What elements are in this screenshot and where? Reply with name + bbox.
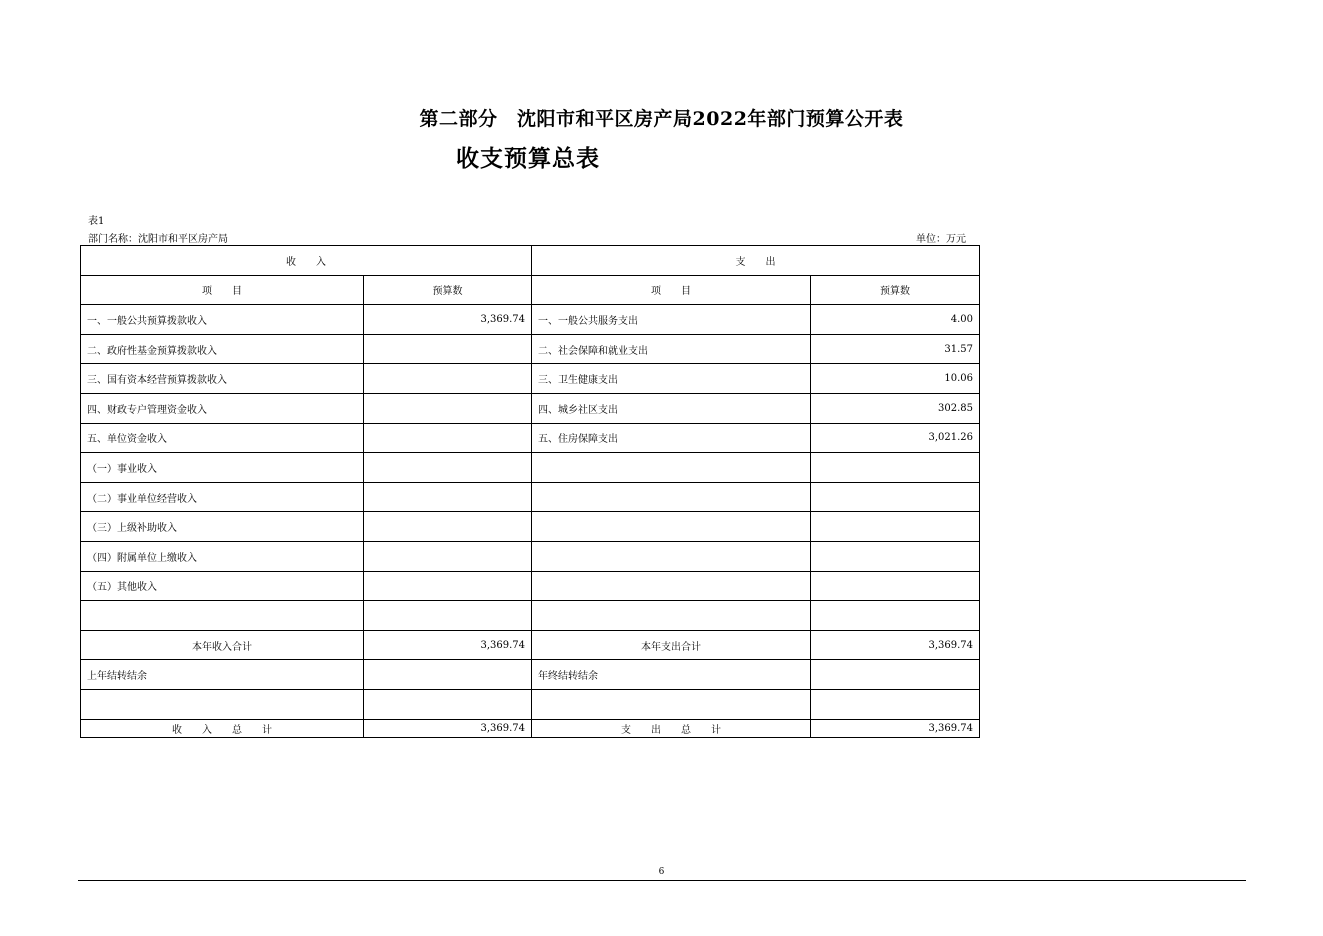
blank-row — [81, 689, 980, 719]
table-row — [81, 305, 980, 335]
income-carry-value — [364, 660, 532, 690]
expense-header: 支 出 — [532, 246, 980, 276]
department-name: 部门名称：沈阳市和平区房产局 — [88, 234, 228, 245]
income-item-cell: 三、国有资本经营预算拨款收入 — [81, 364, 364, 394]
income-value-cell — [364, 334, 532, 364]
income-item-cell: （五）其他收入 — [81, 571, 364, 601]
expense-value-cell: 10.06 — [811, 364, 980, 394]
expense-item-cell — [532, 482, 811, 512]
document-title: 第二部分 沈阳市和平区房产局2022年部门预算公开表 — [419, 108, 904, 130]
table-number: 表1 — [88, 216, 105, 227]
income-value-cell: 3,369.74 — [364, 305, 532, 335]
footer-divider — [78, 880, 1246, 881]
income-carry-label: 上年结转结余 — [81, 660, 364, 690]
grand-total-row — [81, 719, 980, 737]
table-row — [81, 482, 980, 512]
blank-cell — [364, 689, 532, 719]
income-item-cell: 一、一般公共预算拨款收入 — [81, 305, 364, 335]
expense-carry-value — [811, 660, 980, 690]
income-item-cell: 五、单位资金收入 — [81, 423, 364, 453]
expense-value-cell: 31.57 — [811, 334, 980, 364]
carry-over-row — [81, 660, 980, 690]
table-row — [81, 364, 980, 394]
income-item-cell: 四、财政专户管理资金收入 — [81, 393, 364, 423]
income-year-total-value: 3,369.74 — [364, 630, 532, 660]
income-value-cell — [364, 571, 532, 601]
table-title: 收支预算总表 — [456, 145, 600, 172]
expense-item-cell: 五、住房保障支出 — [532, 423, 811, 453]
blank-cell — [81, 689, 364, 719]
expense-value-cell — [811, 601, 980, 631]
expense-grand-total-value: 3,369.74 — [811, 719, 980, 737]
expense-grand-total-label: 支 出 总 计 — [532, 719, 811, 737]
table-row — [81, 571, 980, 601]
table-row — [81, 541, 980, 571]
income-item-header: 项 目 — [81, 275, 364, 305]
income-item-cell: （一）事业收入 — [81, 453, 364, 483]
expense-item-cell — [532, 601, 811, 631]
blank-cell — [532, 689, 811, 719]
expense-item-cell: 一、一般公共服务支出 — [532, 305, 811, 335]
budget-table — [80, 245, 980, 738]
expense-value-cell: 4.00 — [811, 305, 980, 335]
expense-item-cell — [532, 541, 811, 571]
income-value-cell — [364, 364, 532, 394]
income-item-cell: （三）上级补助收入 — [81, 512, 364, 542]
expense-item-cell: 二、社会保障和就业支出 — [532, 334, 811, 364]
income-budget-header: 预算数 — [364, 275, 532, 305]
expense-item-cell — [532, 571, 811, 601]
expense-item-cell: 四、城乡社区支出 — [532, 393, 811, 423]
expense-year-total-label: 本年支出合计 — [532, 630, 811, 660]
year-total-row — [81, 630, 980, 660]
expense-value-cell — [811, 453, 980, 483]
income-header: 收 入 — [81, 246, 532, 276]
expense-item-cell — [532, 453, 811, 483]
table-row — [81, 334, 980, 364]
expense-item-cell — [532, 512, 811, 542]
expense-value-cell — [811, 482, 980, 512]
income-value-cell — [364, 541, 532, 571]
income-value-cell — [364, 393, 532, 423]
expense-budget-header: 预算数 — [811, 275, 980, 305]
income-value-cell — [364, 423, 532, 453]
expense-carry-label: 年终结转结余 — [532, 660, 811, 690]
table-row — [81, 423, 980, 453]
expense-value-cell — [811, 571, 980, 601]
income-item-cell: （二）事业单位经营收入 — [81, 482, 364, 512]
expense-value-cell — [811, 512, 980, 542]
expense-item-cell: 三、卫生健康支出 — [532, 364, 811, 394]
income-grand-total-label: 收 入 总 计 — [81, 719, 364, 737]
unit-label: 单位：万元 — [916, 234, 966, 245]
column-header-row — [81, 275, 980, 305]
expense-value-cell: 302.85 — [811, 393, 980, 423]
expense-item-header: 项 目 — [532, 275, 811, 305]
table-row — [81, 393, 980, 423]
income-value-cell — [364, 512, 532, 542]
income-value-cell — [364, 601, 532, 631]
expense-year-total-value: 3,369.74 — [811, 630, 980, 660]
income-year-total-label: 本年收入合计 — [81, 630, 364, 660]
table-row — [81, 512, 980, 542]
expense-value-cell — [811, 541, 980, 571]
income-value-cell — [364, 453, 532, 483]
expense-value-cell: 3,021.26 — [811, 423, 980, 453]
page-number: 6 — [658, 867, 665, 877]
income-grand-total-value: 3,369.74 — [364, 719, 532, 737]
income-item-cell — [81, 601, 364, 631]
income-item-cell: 二、政府性基金预算拨款收入 — [81, 334, 364, 364]
income-value-cell — [364, 482, 532, 512]
table-row — [81, 453, 980, 483]
table-row — [81, 601, 980, 631]
section-header-row — [81, 246, 980, 276]
income-item-cell: （四）附属单位上缴收入 — [81, 541, 364, 571]
blank-cell — [811, 689, 980, 719]
